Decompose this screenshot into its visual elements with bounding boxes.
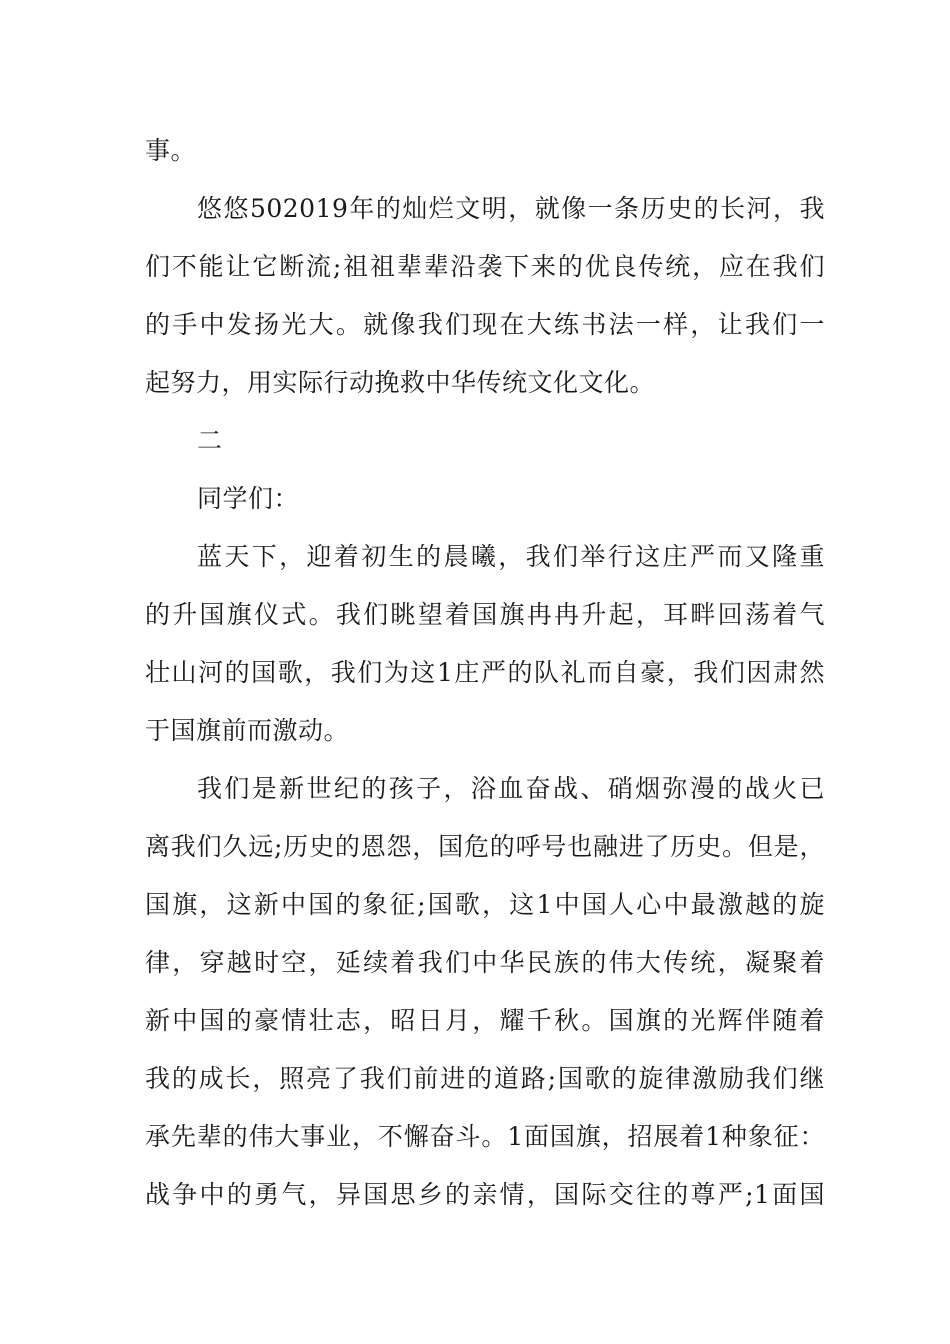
text-line: 的手中发扬光大。就像我们现在大练书法一样，让我们一 bbox=[145, 310, 825, 339]
section-heading: 二 bbox=[197, 426, 223, 455]
text-line: 悠悠502019年的灿烂文明，就像一条历史的长河，我 bbox=[197, 194, 825, 223]
text-line: 我们是新世纪的孩子，浴血奋战、硝烟弥漫的战火已 bbox=[197, 774, 825, 803]
text-line: 我的成长，照亮了我们前进的道路;国歌的旋律激励我们继 bbox=[145, 1064, 825, 1093]
text-line: 的升国旗仪式。我们眺望着国旗冉冉升起，耳畔回荡着气 bbox=[145, 600, 825, 629]
text-line: 起努力，用实际行动挽救中华传统文化文化。 bbox=[145, 368, 656, 397]
salutation: 同学们： bbox=[197, 484, 300, 513]
text-line: 新中国的豪情壮志，昭日月，耀千秋。国旗的光辉伴随着 bbox=[145, 1006, 825, 1035]
text-line: 国旗，这新中国的象征;国歌，这1中国人心中最激越的旋 bbox=[145, 890, 825, 919]
text-line: 承先辈的伟大事业，不懈奋斗。1面国旗，招展着1种象征： bbox=[145, 1122, 825, 1151]
text-line: 律，穿越时空，延续着我们中华民族的伟大传统，凝聚着 bbox=[145, 948, 825, 977]
text-line: 战争中的勇气，异国思乡的亲情，国际交往的尊严;1面国 bbox=[145, 1180, 825, 1209]
text-line: 事。 bbox=[145, 136, 197, 165]
text-line: 们不能让它断流;祖祖辈辈沿袭下来的优良传统，应在我们 bbox=[145, 252, 825, 281]
text-line: 蓝天下，迎着初生的晨曦，我们举行这庄严而又隆重 bbox=[197, 542, 825, 571]
text-line: 壮山河的国歌，我们为这1庄严的队礼而自豪，我们因肃然 bbox=[145, 658, 825, 687]
text-line: 离我们久远;历史的恩怨，国危的呼号也融进了历史。但是， bbox=[145, 832, 825, 861]
text-line: 于国旗前而激动。 bbox=[145, 716, 350, 745]
